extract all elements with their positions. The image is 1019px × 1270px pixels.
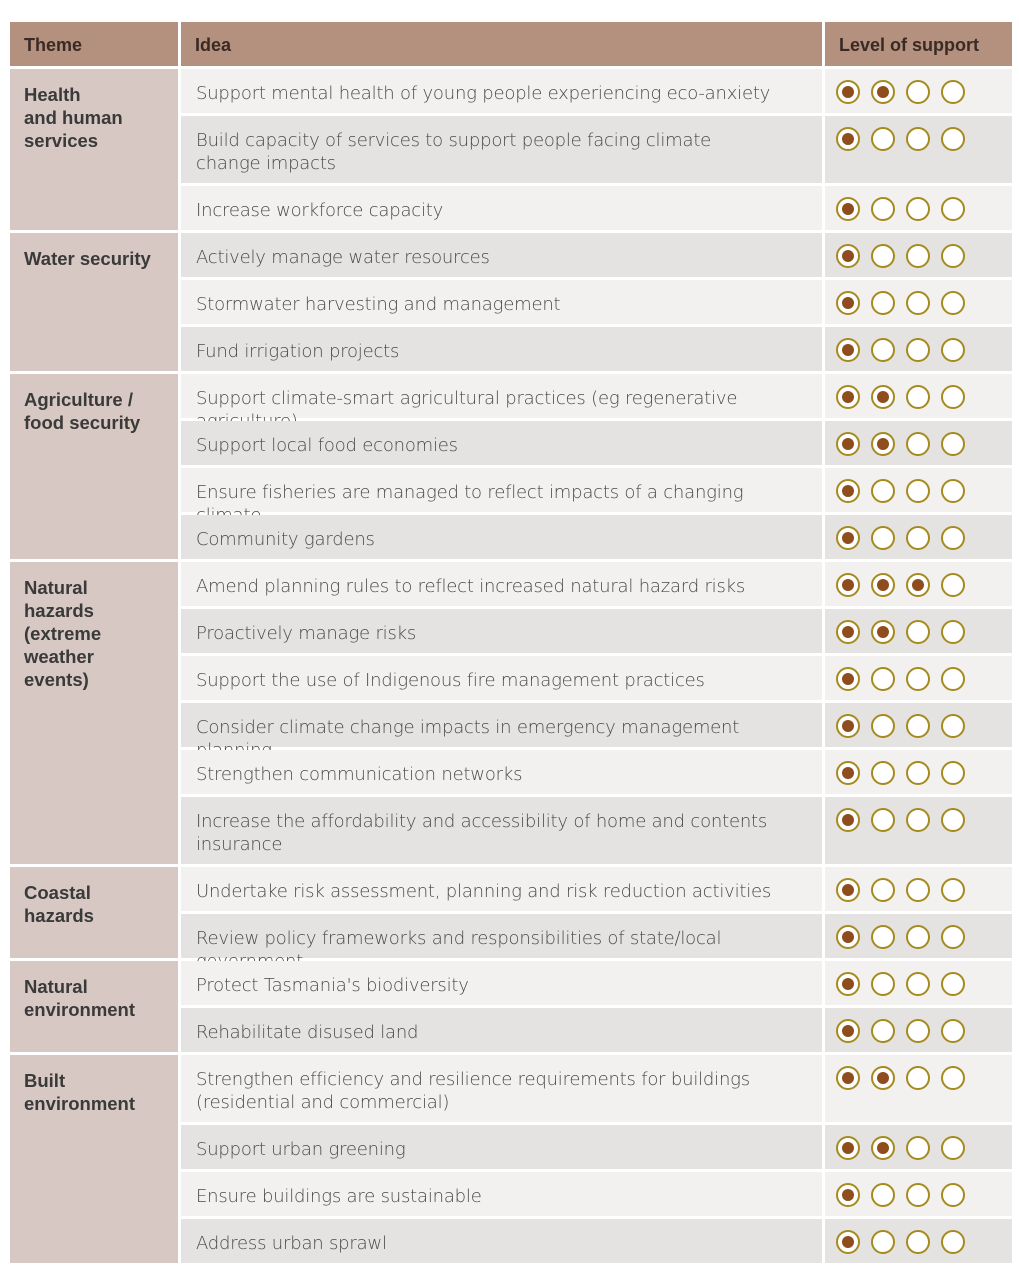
support-radio-filled[interactable]	[836, 244, 860, 268]
theme-cell: Coastal hazards	[10, 867, 178, 958]
support-radio-empty[interactable]	[941, 925, 965, 949]
support-radio-empty[interactable]	[871, 479, 895, 503]
support-radio-filled[interactable]	[836, 1066, 860, 1090]
theme-cell: Health and human services	[10, 69, 178, 230]
idea-cell: Amend planning rules to reflect increased natural hazard risks	[181, 562, 822, 606]
support-radio-empty[interactable]	[941, 1183, 965, 1207]
support-rating	[825, 1008, 1012, 1052]
support-radio-empty[interactable]	[871, 127, 895, 151]
support-radio-empty[interactable]	[941, 972, 965, 996]
support-radio-empty[interactable]	[941, 1019, 965, 1043]
support-radio-empty[interactable]	[941, 808, 965, 832]
idea-cell: Support the use of Indigenous fire management practices	[181, 656, 822, 700]
idea-cell: Strengthen communication networks	[181, 750, 822, 794]
support-radio-empty[interactable]	[871, 291, 895, 315]
support-radio-filled[interactable]	[836, 291, 860, 315]
support-radio-filled[interactable]	[871, 1136, 895, 1160]
support-radio-filled[interactable]	[836, 127, 860, 151]
support-rating	[825, 914, 1012, 958]
support-radio-empty[interactable]	[941, 479, 965, 503]
idea-cell: Support mental health of young people experiencing eco-anxiety	[181, 69, 822, 113]
support-rating	[825, 233, 1012, 277]
support-radio-empty[interactable]	[871, 1019, 895, 1043]
support-rating	[825, 69, 1012, 113]
support-radio-filled[interactable]	[836, 925, 860, 949]
support-radio-filled[interactable]	[836, 526, 860, 550]
support-radio-empty[interactable]	[906, 432, 930, 456]
support-rating	[825, 609, 1012, 653]
support-rating	[825, 1219, 1012, 1263]
support-radio-filled[interactable]	[836, 573, 860, 597]
header-idea: Idea	[181, 22, 822, 66]
idea-cell: Support climate-smart agricultural practices (eg regenerative	[181, 374, 822, 418]
support-radio-empty[interactable]	[871, 197, 895, 221]
support-radio-filled[interactable]	[836, 972, 860, 996]
idea-cell: Community gardens	[181, 515, 822, 559]
theme-cell: Built environment	[10, 1055, 178, 1263]
support-radio-filled[interactable]	[906, 573, 930, 597]
support-radio-empty[interactable]	[871, 808, 895, 832]
support-radio-empty[interactable]	[906, 1019, 930, 1043]
support-radio-filled[interactable]	[836, 197, 860, 221]
support-radio-filled[interactable]	[871, 385, 895, 409]
idea-cell: Ensure buildings are sustainable	[181, 1172, 822, 1216]
support-radio-filled[interactable]	[836, 667, 860, 691]
support-radio-empty[interactable]	[941, 526, 965, 550]
support-rating	[825, 468, 1012, 512]
support-radio-empty[interactable]	[941, 620, 965, 644]
support-rating	[825, 961, 1012, 1005]
idea-cell: Ensure fisheries are managed to reflect impacts of a changing	[181, 468, 822, 512]
support-radio-filled[interactable]	[836, 1230, 860, 1254]
support-rating	[825, 1125, 1012, 1169]
idea-cell: Build capacity of services to support people facing climate change impacts	[181, 116, 822, 183]
theme-cell: Agriculture / food security	[10, 374, 178, 559]
support-rating	[825, 750, 1012, 794]
idea-cell: Consider climate change impacts in emergency management	[181, 703, 822, 747]
support-radio-empty[interactable]	[941, 878, 965, 902]
theme-cell: Water security	[10, 233, 178, 371]
idea-cell: Review policy frameworks and responsibilities of state/local	[181, 914, 822, 958]
support-radio-empty[interactable]	[871, 1230, 895, 1254]
support-radio-empty[interactable]	[906, 244, 930, 268]
support-rating	[825, 327, 1012, 371]
support-radio-empty[interactable]	[941, 244, 965, 268]
theme-cell: Natural hazards (extreme weather events)	[10, 562, 178, 864]
support-radio-empty[interactable]	[906, 1066, 930, 1090]
support-radio-empty[interactable]	[906, 808, 930, 832]
support-radio-empty[interactable]	[906, 526, 930, 550]
support-radio-filled[interactable]	[836, 714, 860, 738]
support-radio-filled[interactable]	[871, 80, 895, 104]
support-radio-empty[interactable]	[871, 338, 895, 362]
idea-cell: Address urban sprawl	[181, 1219, 822, 1263]
support-radio-empty[interactable]	[906, 878, 930, 902]
support-radio-filled[interactable]	[836, 1019, 860, 1043]
support-radio-filled[interactable]	[836, 1183, 860, 1207]
support-radio-filled[interactable]	[871, 573, 895, 597]
support-radio-empty[interactable]	[941, 714, 965, 738]
support-radio-empty[interactable]	[941, 667, 965, 691]
support-radio-empty[interactable]	[906, 1183, 930, 1207]
support-radio-empty[interactable]	[906, 620, 930, 644]
support-radio-empty[interactable]	[906, 972, 930, 996]
support-rating	[825, 515, 1012, 559]
support-radio-filled[interactable]	[871, 620, 895, 644]
header-theme: Theme	[10, 22, 178, 66]
support-radio-empty[interactable]	[941, 127, 965, 151]
idea-cell: Increase workforce capacity	[181, 186, 822, 230]
header-level-of-support: Level of support	[825, 22, 1012, 66]
support-radio-empty[interactable]	[906, 667, 930, 691]
support-rating	[825, 1055, 1012, 1122]
support-rating	[825, 186, 1012, 230]
support-radio-empty[interactable]	[906, 291, 930, 315]
support-rating	[825, 421, 1012, 465]
support-radio-filled[interactable]	[836, 620, 860, 644]
idea-cell: Fund irrigation projects	[181, 327, 822, 371]
support-radio-empty[interactable]	[871, 244, 895, 268]
support-rating	[825, 703, 1012, 747]
support-radio-empty[interactable]	[906, 714, 930, 738]
idea-cell: Support urban greening	[181, 1125, 822, 1169]
support-radio-empty[interactable]	[871, 714, 895, 738]
support-radio-empty[interactable]	[941, 432, 965, 456]
support-radio-empty[interactable]	[871, 972, 895, 996]
support-radio-empty[interactable]	[906, 761, 930, 785]
support-radio-filled[interactable]	[836, 761, 860, 785]
support-radio-empty[interactable]	[906, 1136, 930, 1160]
support-rating	[825, 562, 1012, 606]
support-radio-empty[interactable]	[906, 338, 930, 362]
support-radio-empty[interactable]	[906, 925, 930, 949]
table-header	[10, 22, 1012, 66]
support-rating	[825, 374, 1012, 418]
idea-cell: Proactively manage risks	[181, 609, 822, 653]
support-radio-empty[interactable]	[941, 573, 965, 597]
idea-cell: Undertake risk assessment, planning and risk reduction activities	[181, 867, 822, 911]
support-rating	[825, 867, 1012, 911]
idea-cell: Actively manage water resources	[181, 233, 822, 277]
support-radio-filled[interactable]	[836, 479, 860, 503]
support-radio-empty[interactable]	[941, 761, 965, 785]
support-radio-empty[interactable]	[906, 479, 930, 503]
support-radio-empty[interactable]	[906, 1230, 930, 1254]
support-radio-empty[interactable]	[906, 385, 930, 409]
idea-cell: Protect Tasmania's biodiversity	[181, 961, 822, 1005]
support-radio-empty[interactable]	[941, 385, 965, 409]
support-radio-empty[interactable]	[871, 667, 895, 691]
support-radio-empty[interactable]	[871, 1183, 895, 1207]
idea-cell: Support local food economies	[181, 421, 822, 465]
support-radio-empty[interactable]	[941, 1136, 965, 1160]
support-rating	[825, 116, 1012, 183]
idea-cell: Strengthen efficiency and resilience requirements for buildings (residential and commercial)	[181, 1055, 822, 1122]
support-radio-filled[interactable]	[836, 80, 860, 104]
support-radio-filled[interactable]	[836, 878, 860, 902]
support-radio-filled[interactable]	[836, 432, 860, 456]
support-radio-empty[interactable]	[906, 197, 930, 221]
support-radio-empty[interactable]	[906, 127, 930, 151]
support-radio-filled[interactable]	[836, 385, 860, 409]
idea-cell: Rehabilitate disused land	[181, 1008, 822, 1052]
support-radio-empty[interactable]	[941, 1230, 965, 1254]
support-rating	[825, 797, 1012, 864]
idea-cell: Increase the affordability and accessibility of home and contents insurance	[181, 797, 822, 864]
support-radio-empty[interactable]	[941, 1066, 965, 1090]
support-radio-empty[interactable]	[871, 761, 895, 785]
support-radio-empty[interactable]	[941, 197, 965, 221]
support-radio-filled[interactable]	[871, 432, 895, 456]
support-radio-empty[interactable]	[941, 80, 965, 104]
support-radio-empty[interactable]	[941, 338, 965, 362]
support-radio-empty[interactable]	[871, 878, 895, 902]
support-radio-empty[interactable]	[941, 291, 965, 315]
support-radio-filled[interactable]	[836, 338, 860, 362]
support-radio-empty[interactable]	[871, 526, 895, 550]
idea-cell: Stormwater harvesting and management	[181, 280, 822, 324]
support-rating	[825, 280, 1012, 324]
support-rating	[825, 656, 1012, 700]
theme-cell: Natural environment	[10, 961, 178, 1052]
support-rating	[825, 1172, 1012, 1216]
support-radio-filled[interactable]	[836, 808, 860, 832]
support-radio-filled[interactable]	[871, 1066, 895, 1090]
support-radio-empty[interactable]	[871, 925, 895, 949]
support-radio-empty[interactable]	[906, 80, 930, 104]
support-radio-filled[interactable]	[836, 1136, 860, 1160]
